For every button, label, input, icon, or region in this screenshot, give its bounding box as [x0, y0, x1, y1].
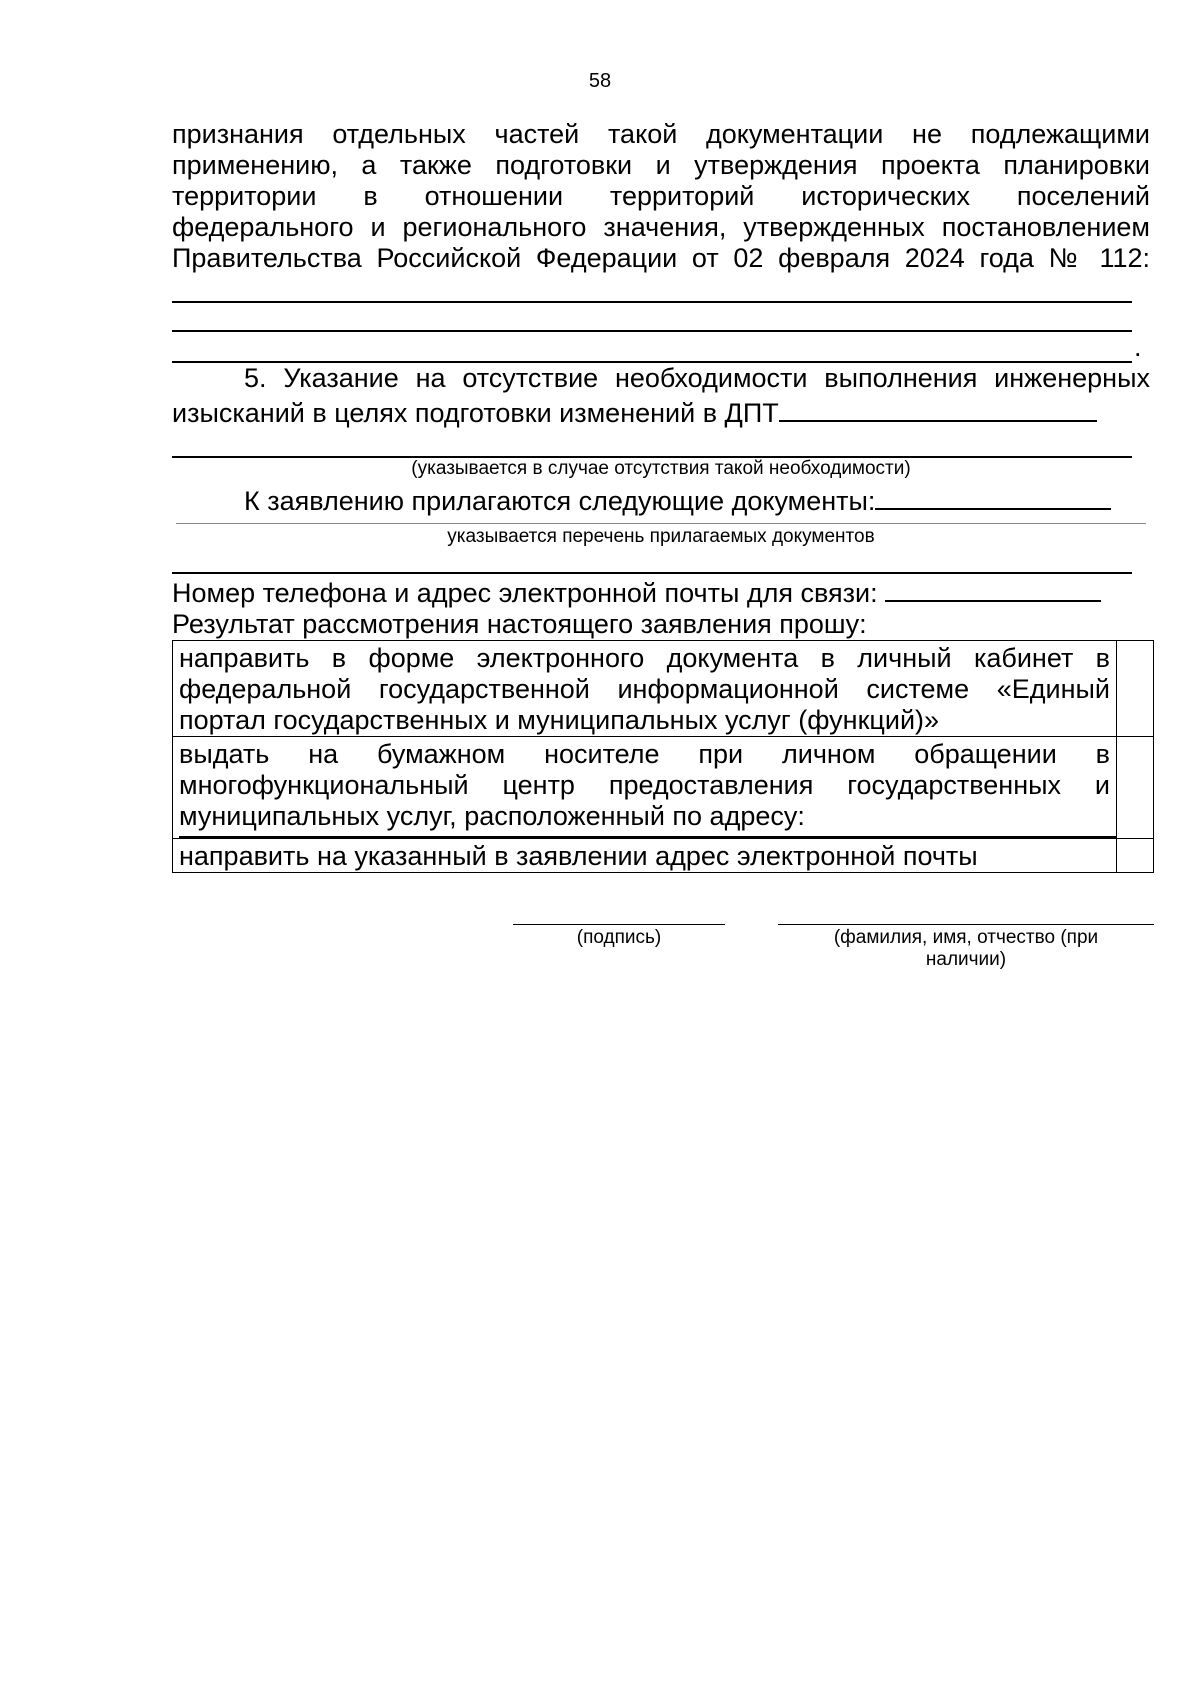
section5-line1: 5. Указание на отсутствие необходимости выполнения инженерных [244, 363, 1150, 393]
dpt-fill-line[interactable] [779, 394, 1097, 422]
result-option-checkbox[interactable] [1117, 641, 1154, 737]
signature-field [513, 924, 725, 949]
blank-end-mark: . [1134, 332, 1142, 362]
attachments-row [172, 482, 1150, 517]
result-option-text: выдать на бумажном носителе при личном обращении в многофункциональный центр предоставления государственных и муниципальных услуг, расположенный по адресу: [179, 739, 1110, 831]
blank-line[interactable] [172, 303, 1132, 332]
contacts-row [172, 574, 1150, 609]
full-name-field [778, 924, 1154, 971]
attachments-caption: указывается перечень прилагаемых документов [447, 526, 875, 547]
result-option-checkbox[interactable] [1117, 737, 1154, 839]
document-body [172, 119, 1150, 873]
section-5 [172, 363, 1150, 480]
full-name-line[interactable] [778, 924, 1154, 925]
blank-line[interactable] [172, 334, 1132, 363]
result-option-row [173, 641, 1154, 737]
contacts-fill-line[interactable] [885, 574, 1101, 602]
section5-blank-line[interactable] [172, 429, 1132, 458]
contacts-label: Номер телефона и адрес электронной почты для связи: [172, 578, 878, 608]
result-option-row [173, 839, 1154, 873]
result-option-text: направить в форме электронного документа в личный кабинет в федеральной государственной информационной системе «Единый портал государственных и муниципальных услуг (функций)» [173, 641, 1117, 737]
section5-line2: изысканий в целях подготовки изменений в ДПТ [172, 398, 779, 428]
section5-line2-row [172, 394, 1150, 429]
intro-line: федерального и регионального значения, утвержденных постановлением [172, 212, 1150, 242]
result-option-cell [173, 737, 1117, 839]
intro-line: территории в отношении территорий исторических поселений [172, 181, 1150, 211]
attachments-block [172, 482, 1150, 574]
intro-line: Правительства Российской Федерации от 02 февраля 2024 года № 112: [172, 243, 1150, 273]
section5-caption: (указывается в случае отсутствия такой необходимости) [411, 458, 911, 479]
attachments-blank-line[interactable] [172, 548, 1132, 574]
blank-line[interactable] [172, 274, 1132, 303]
full-name-caption: (фамилия, имя, отчество (при наличии) [833, 927, 1099, 970]
intro-line: признания отдельных частей такой документации не подлежащими [172, 119, 1150, 149]
result-label: Результат рассмотрения настоящего заявления прошу: [172, 609, 867, 639]
result-option-text: направить на указанный в заявлении адрес электронной почты [173, 839, 1117, 873]
result-options-table [172, 640, 1154, 873]
intro-line: применению, а также подготовки и утверждения проекта планировки [172, 150, 1150, 180]
result-option-row [173, 737, 1154, 839]
blank-line-end [172, 332, 1150, 363]
signature-caption: (подпись) [576, 927, 662, 948]
intro-paragraph [172, 119, 1150, 274]
address-fill-line[interactable] [179, 832, 1116, 838]
page-number: 58 [588, 70, 612, 92]
result-option-checkbox[interactable] [1117, 839, 1154, 873]
attachments-label: К заявлению прилагаются следующие документы: [244, 486, 876, 516]
attachments-fill-line[interactable] [875, 482, 1111, 510]
signature-line[interactable] [513, 924, 725, 925]
attachments-rule [176, 523, 1146, 524]
